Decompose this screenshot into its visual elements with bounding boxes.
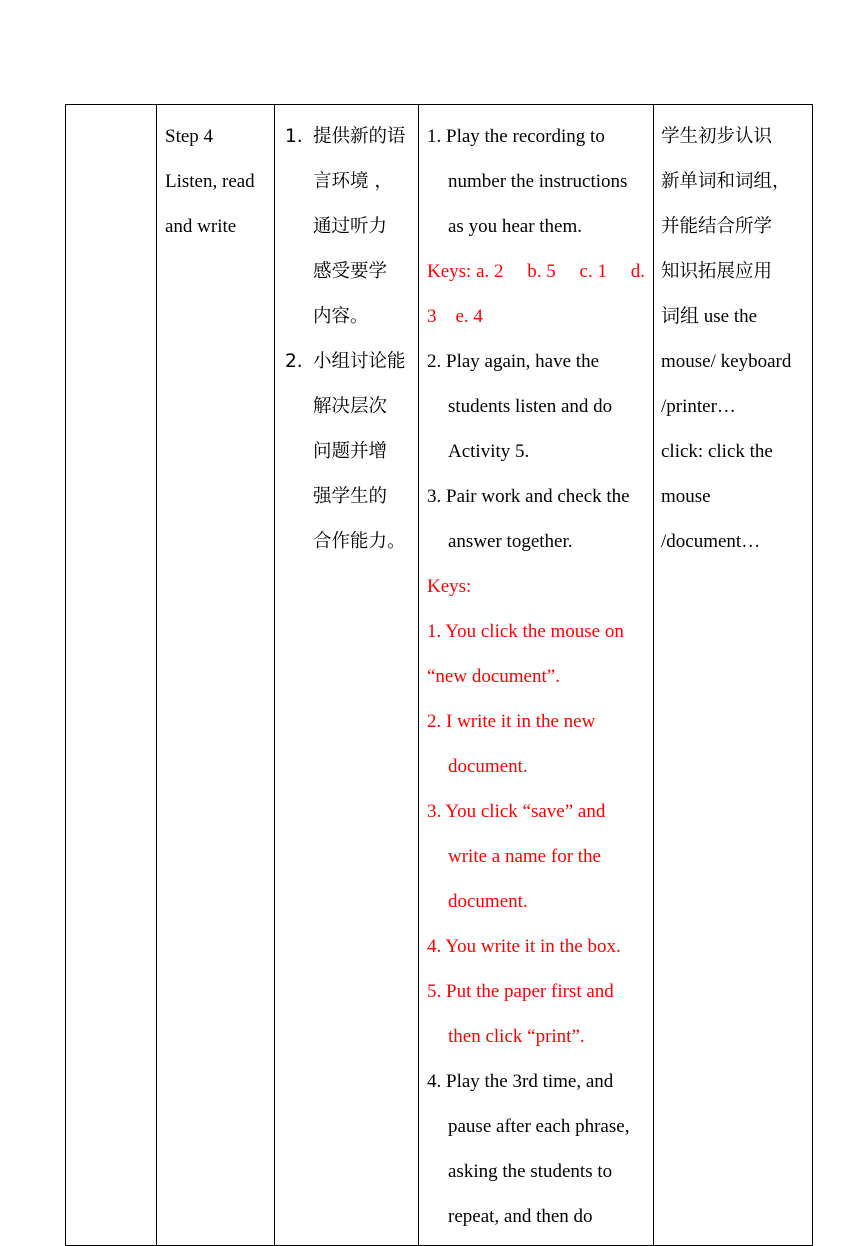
key-answer: “new document”.: [427, 666, 560, 687]
activity-text: Play the 3rd time, and: [446, 1071, 614, 1092]
activity-text: Pair work and check the: [446, 486, 630, 507]
activity-text: Play the recording to: [446, 126, 605, 147]
stage-cell: [66, 105, 157, 1246]
key-text: Keys: a. 2: [427, 261, 504, 282]
key-answer: document.: [448, 891, 528, 912]
key-answer: 2. I write it in the new: [427, 711, 596, 732]
keys-label: Keys:: [427, 576, 472, 597]
goal-line: 通过听力: [313, 216, 388, 237]
table-row: [66, 105, 813, 1246]
key-text: b. 5: [527, 261, 556, 282]
activity-item: [427, 1059, 645, 1239]
key-answer: document.: [448, 756, 528, 777]
activities-cell: [419, 105, 654, 1246]
purpose-line: 并能结合所学: [661, 216, 773, 237]
goal-line: 解决层次: [313, 396, 388, 417]
goal-number: 1.: [285, 126, 303, 147]
activity-text: asking the students to: [448, 1161, 613, 1182]
key-answer: 1. You click the mouse on: [427, 621, 624, 642]
purpose-line: 新单词和词组，: [661, 171, 791, 192]
key-answer: 5. Put the paper first and: [427, 981, 614, 1002]
step-title: Step 4: [165, 126, 214, 147]
purpose-line: click: click the: [661, 441, 773, 462]
answer-keys: [427, 249, 645, 339]
key-answer: 4. You write it in the box.: [427, 936, 621, 957]
goal-line: 言环境 ，: [313, 171, 393, 192]
activity-item: [427, 474, 645, 564]
key-answer: 3. You click “save” and: [427, 801, 606, 822]
activity-text: students listen and do: [448, 396, 613, 417]
step-subtitle-line: and write: [165, 216, 237, 237]
goal-line: 内容。: [313, 306, 369, 327]
activity-number: 4.: [427, 1071, 442, 1092]
goal-line: 合作能力。: [313, 531, 406, 552]
purpose-line: 学生初步认识: [661, 126, 773, 147]
goal-item: [285, 339, 416, 564]
activity-text: pause after each phrase,: [448, 1116, 630, 1137]
goal-item: [285, 114, 416, 339]
purpose-cell: [654, 105, 813, 1246]
purpose-line: 词组 use the: [661, 306, 758, 327]
activity-text: answer together.: [448, 531, 573, 552]
activity-text: number the instructions: [448, 171, 628, 192]
key-text: d.: [630, 261, 645, 282]
activity-text: Play again, have the: [446, 351, 600, 372]
goal-line: 强学生的: [313, 486, 388, 507]
purpose-line: mouse/ keyboard: [661, 351, 792, 372]
step-subtitle-line: Listen, read: [165, 171, 255, 192]
activity-item: [427, 114, 645, 249]
activity-number: 3.: [427, 486, 442, 507]
goals-cell: [275, 105, 419, 1246]
purpose-line: /printer…: [661, 396, 736, 417]
activity-text: as you hear them.: [448, 216, 583, 237]
goal-line: 感受要学: [313, 261, 388, 282]
activity-number: 1.: [427, 126, 442, 147]
purpose-line: mouse: [661, 486, 711, 507]
goal-number: 2.: [285, 351, 303, 372]
activity-number: 2.: [427, 351, 442, 372]
activity-text: repeat, and then do: [448, 1206, 593, 1227]
key-answer: write a name for the: [448, 846, 601, 867]
key-text: c. 1: [579, 261, 607, 282]
key-text: 3 e. 4: [427, 306, 483, 327]
purpose-line: 知识拓展应用: [661, 261, 773, 282]
purpose-line: /document…: [661, 531, 761, 552]
lesson-plan-table: [65, 104, 813, 1246]
step-cell: [157, 105, 275, 1246]
answer-keys: [427, 564, 645, 1059]
goal-line: 小组讨论能: [313, 351, 406, 372]
key-answer: then click “print”.: [448, 1026, 585, 1047]
goal-line: 提供新的语: [313, 126, 406, 147]
goal-line: 问题并增: [313, 441, 388, 462]
activity-text: Activity 5.: [448, 441, 530, 462]
activity-item: [427, 339, 645, 474]
